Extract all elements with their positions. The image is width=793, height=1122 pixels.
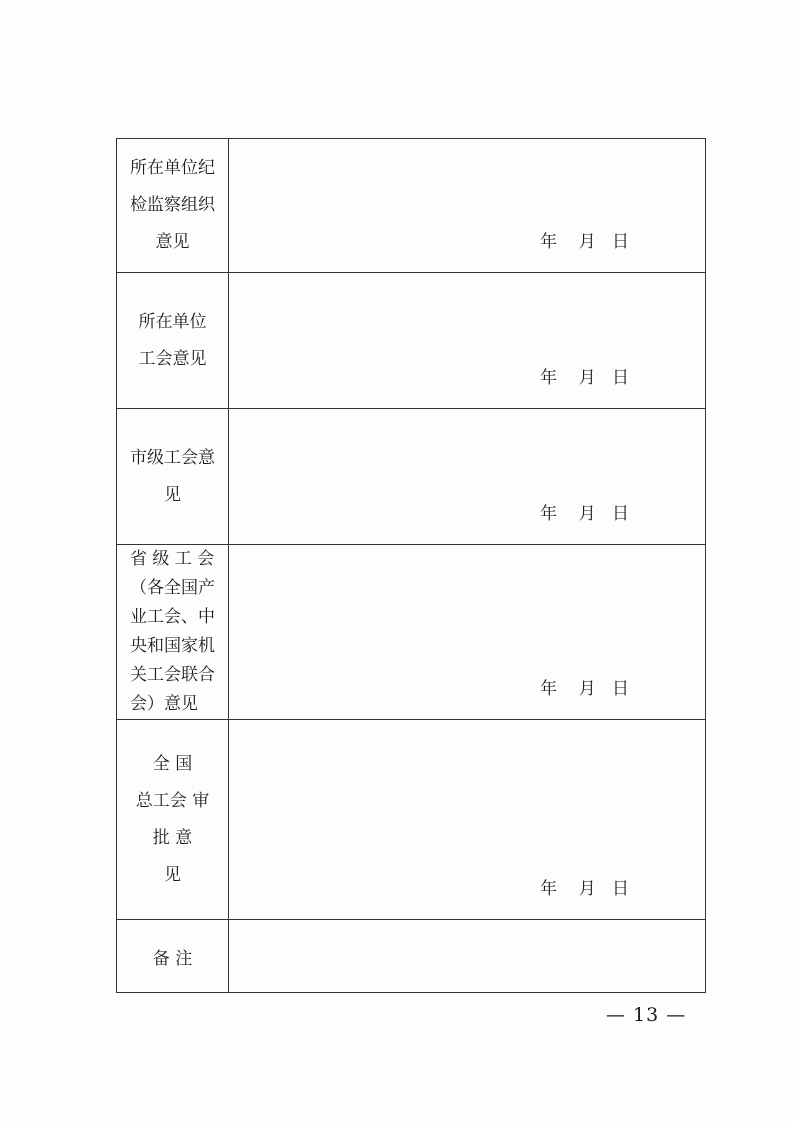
label-line: 央和国家机 [130, 636, 215, 656]
row-label-discipline-inspection [117, 139, 229, 273]
date-line: 年 月 日 [540, 879, 629, 899]
row-label-city-union [117, 409, 229, 545]
label-line: 总工会 审 [135, 790, 210, 811]
label-line: （各全国产 [130, 578, 215, 598]
label-line: 见 [164, 864, 181, 885]
date-line: 年 月 日 [540, 232, 629, 252]
row-label-remarks [117, 920, 229, 993]
label-line: 所在单位 [138, 311, 207, 332]
remarks-field[interactable] [229, 920, 706, 993]
label-line: 市级工会意 [130, 447, 215, 468]
form-row-national-union [117, 720, 706, 920]
form-row-unit-union [117, 273, 706, 409]
opinion-field-provincial-union[interactable] [229, 545, 706, 720]
label-line: 关工会联合 [130, 665, 215, 685]
opinion-field-national-union[interactable] [229, 720, 706, 920]
form-row-discipline-inspection [117, 139, 706, 273]
label-line: 批 意 [152, 827, 193, 848]
label-line: 见 [164, 484, 181, 505]
date-line: 年 月 日 [540, 368, 629, 388]
row-label-national-union [117, 720, 229, 920]
date-line: 年 月 日 [540, 679, 629, 699]
label-line: 所在单位纪 [130, 158, 215, 178]
label-line: 意见 [155, 232, 190, 252]
opinion-field-discipline-inspection[interactable] [229, 139, 706, 273]
form-row-city-union [117, 409, 706, 545]
label-line: 检监察组织 [130, 195, 215, 215]
row-label-provincial-union [117, 545, 229, 720]
label-line: 会）意见 [130, 694, 198, 714]
opinion-field-city-union[interactable] [229, 409, 706, 545]
page-number: — 13 — [606, 1004, 687, 1026]
row-label-unit-union [117, 273, 229, 409]
label-line: 业工会、中 [130, 607, 215, 627]
opinion-field-unit-union[interactable] [229, 273, 706, 409]
label-line: 工会意见 [138, 348, 207, 369]
label-line: 全 国 [152, 753, 193, 774]
form-row-provincial-union [117, 545, 706, 720]
label-line: 省 级 工 会 [130, 549, 215, 569]
date-line: 年 月 日 [540, 504, 629, 524]
label-line: 备 注 [152, 948, 193, 969]
form-row-remarks [117, 920, 706, 993]
approval-form-table [116, 138, 706, 993]
